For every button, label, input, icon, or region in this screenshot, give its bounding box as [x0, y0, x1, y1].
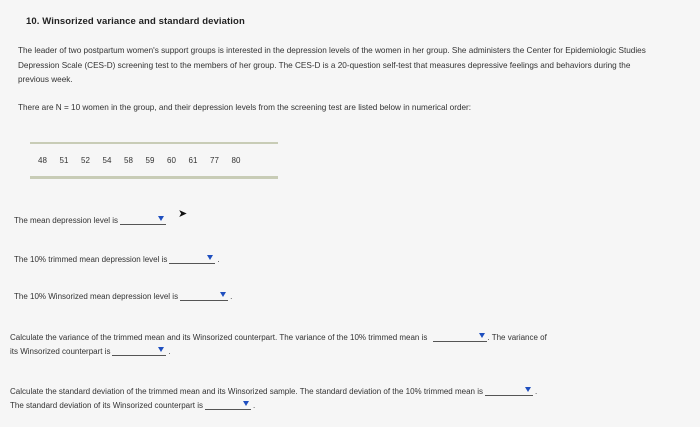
mouse-cursor-icon: ➤ [178, 208, 188, 220]
triangle-down-icon [158, 347, 164, 352]
variance-text-cont: . The variance of [487, 333, 547, 342]
scores-table [30, 142, 278, 180]
score-cell: 61 [188, 156, 198, 165]
score-cell: 58 [124, 156, 133, 165]
table-bottom-rule [30, 176, 278, 179]
trimmed-variance-dropdown[interactable] [433, 331, 487, 342]
winsorized-stddev-dropdown[interactable] [205, 399, 251, 410]
stddev-question-line1 [10, 385, 537, 396]
stddev-question-line2 [10, 399, 255, 410]
question-title: 10. Winsorized variance and standard deviation [26, 16, 245, 27]
triangle-down-icon [525, 387, 531, 392]
triangle-down-icon [479, 333, 485, 338]
period: . [168, 347, 171, 356]
winsorized-mean-question [14, 290, 232, 301]
mean-question [14, 214, 166, 225]
score-cell: 54 [102, 156, 112, 165]
winsorized-mean-dropdown[interactable] [180, 290, 228, 301]
triangle-down-icon [243, 401, 249, 406]
trimmed-mean-dropdown[interactable] [169, 253, 215, 264]
sample-paragraph: There are N = 10 women in the group, and their depression levels from the screening test are listed below in numerical order: [18, 103, 472, 112]
period: . [534, 387, 538, 396]
intro-paragraph: The leader of two postpartum women's support groups is interested in the depression levels of the women in her group. She administers the Center for Epidemiologic Studies Depression Scale (CES-D) screening test to the members of her group. The CES-D is a 20-question self-test that measures depressive feelings and behaviors during the previous week. [18, 46, 646, 84]
stddev-text: Calculate the standard deviation of the trimmed mean and its Winsorized sample. The standard deviation of the 10% trimmed mean is [10, 387, 483, 396]
period: . [230, 292, 233, 301]
score-cell: 77 [210, 156, 219, 165]
score-cell: 48 [38, 156, 47, 165]
winsorized-mean-label: The 10% Winsorized mean depression level is [14, 292, 179, 301]
variance-question-line2 [10, 345, 171, 356]
mean-label: The mean depression level is [14, 216, 119, 225]
winsorized-variance-text: its Winsorized counterpart is [10, 347, 111, 356]
score-cell: 52 [81, 156, 90, 165]
trimmed-mean-label: The 10% trimmed mean depression level is [14, 255, 168, 264]
period: . [217, 255, 220, 264]
triangle-down-icon [207, 255, 213, 260]
table-top-rule [30, 142, 278, 144]
score-cell: 51 [59, 156, 69, 165]
score-cell: 60 [167, 156, 176, 165]
score-cell: 80 [231, 156, 241, 165]
winsorized-stddev-text: The standard deviation of its Winsorized counterpart is [10, 401, 203, 410]
variance-question-line1 [10, 331, 547, 342]
variance-text: Calculate the variance of the trimmed mean and its Winsorized counterpart. The variance of the 10% trimmed mean is [10, 333, 428, 342]
triangle-down-icon [220, 292, 226, 297]
trimmed-mean-question [14, 253, 220, 264]
trimmed-stddev-dropdown[interactable] [485, 385, 533, 396]
winsorized-variance-dropdown[interactable] [112, 345, 166, 356]
triangle-down-icon [158, 216, 164, 221]
scores-row [38, 156, 253, 165]
period: . [252, 401, 256, 410]
mean-dropdown[interactable] [120, 214, 166, 225]
score-cell: 59 [145, 156, 155, 165]
